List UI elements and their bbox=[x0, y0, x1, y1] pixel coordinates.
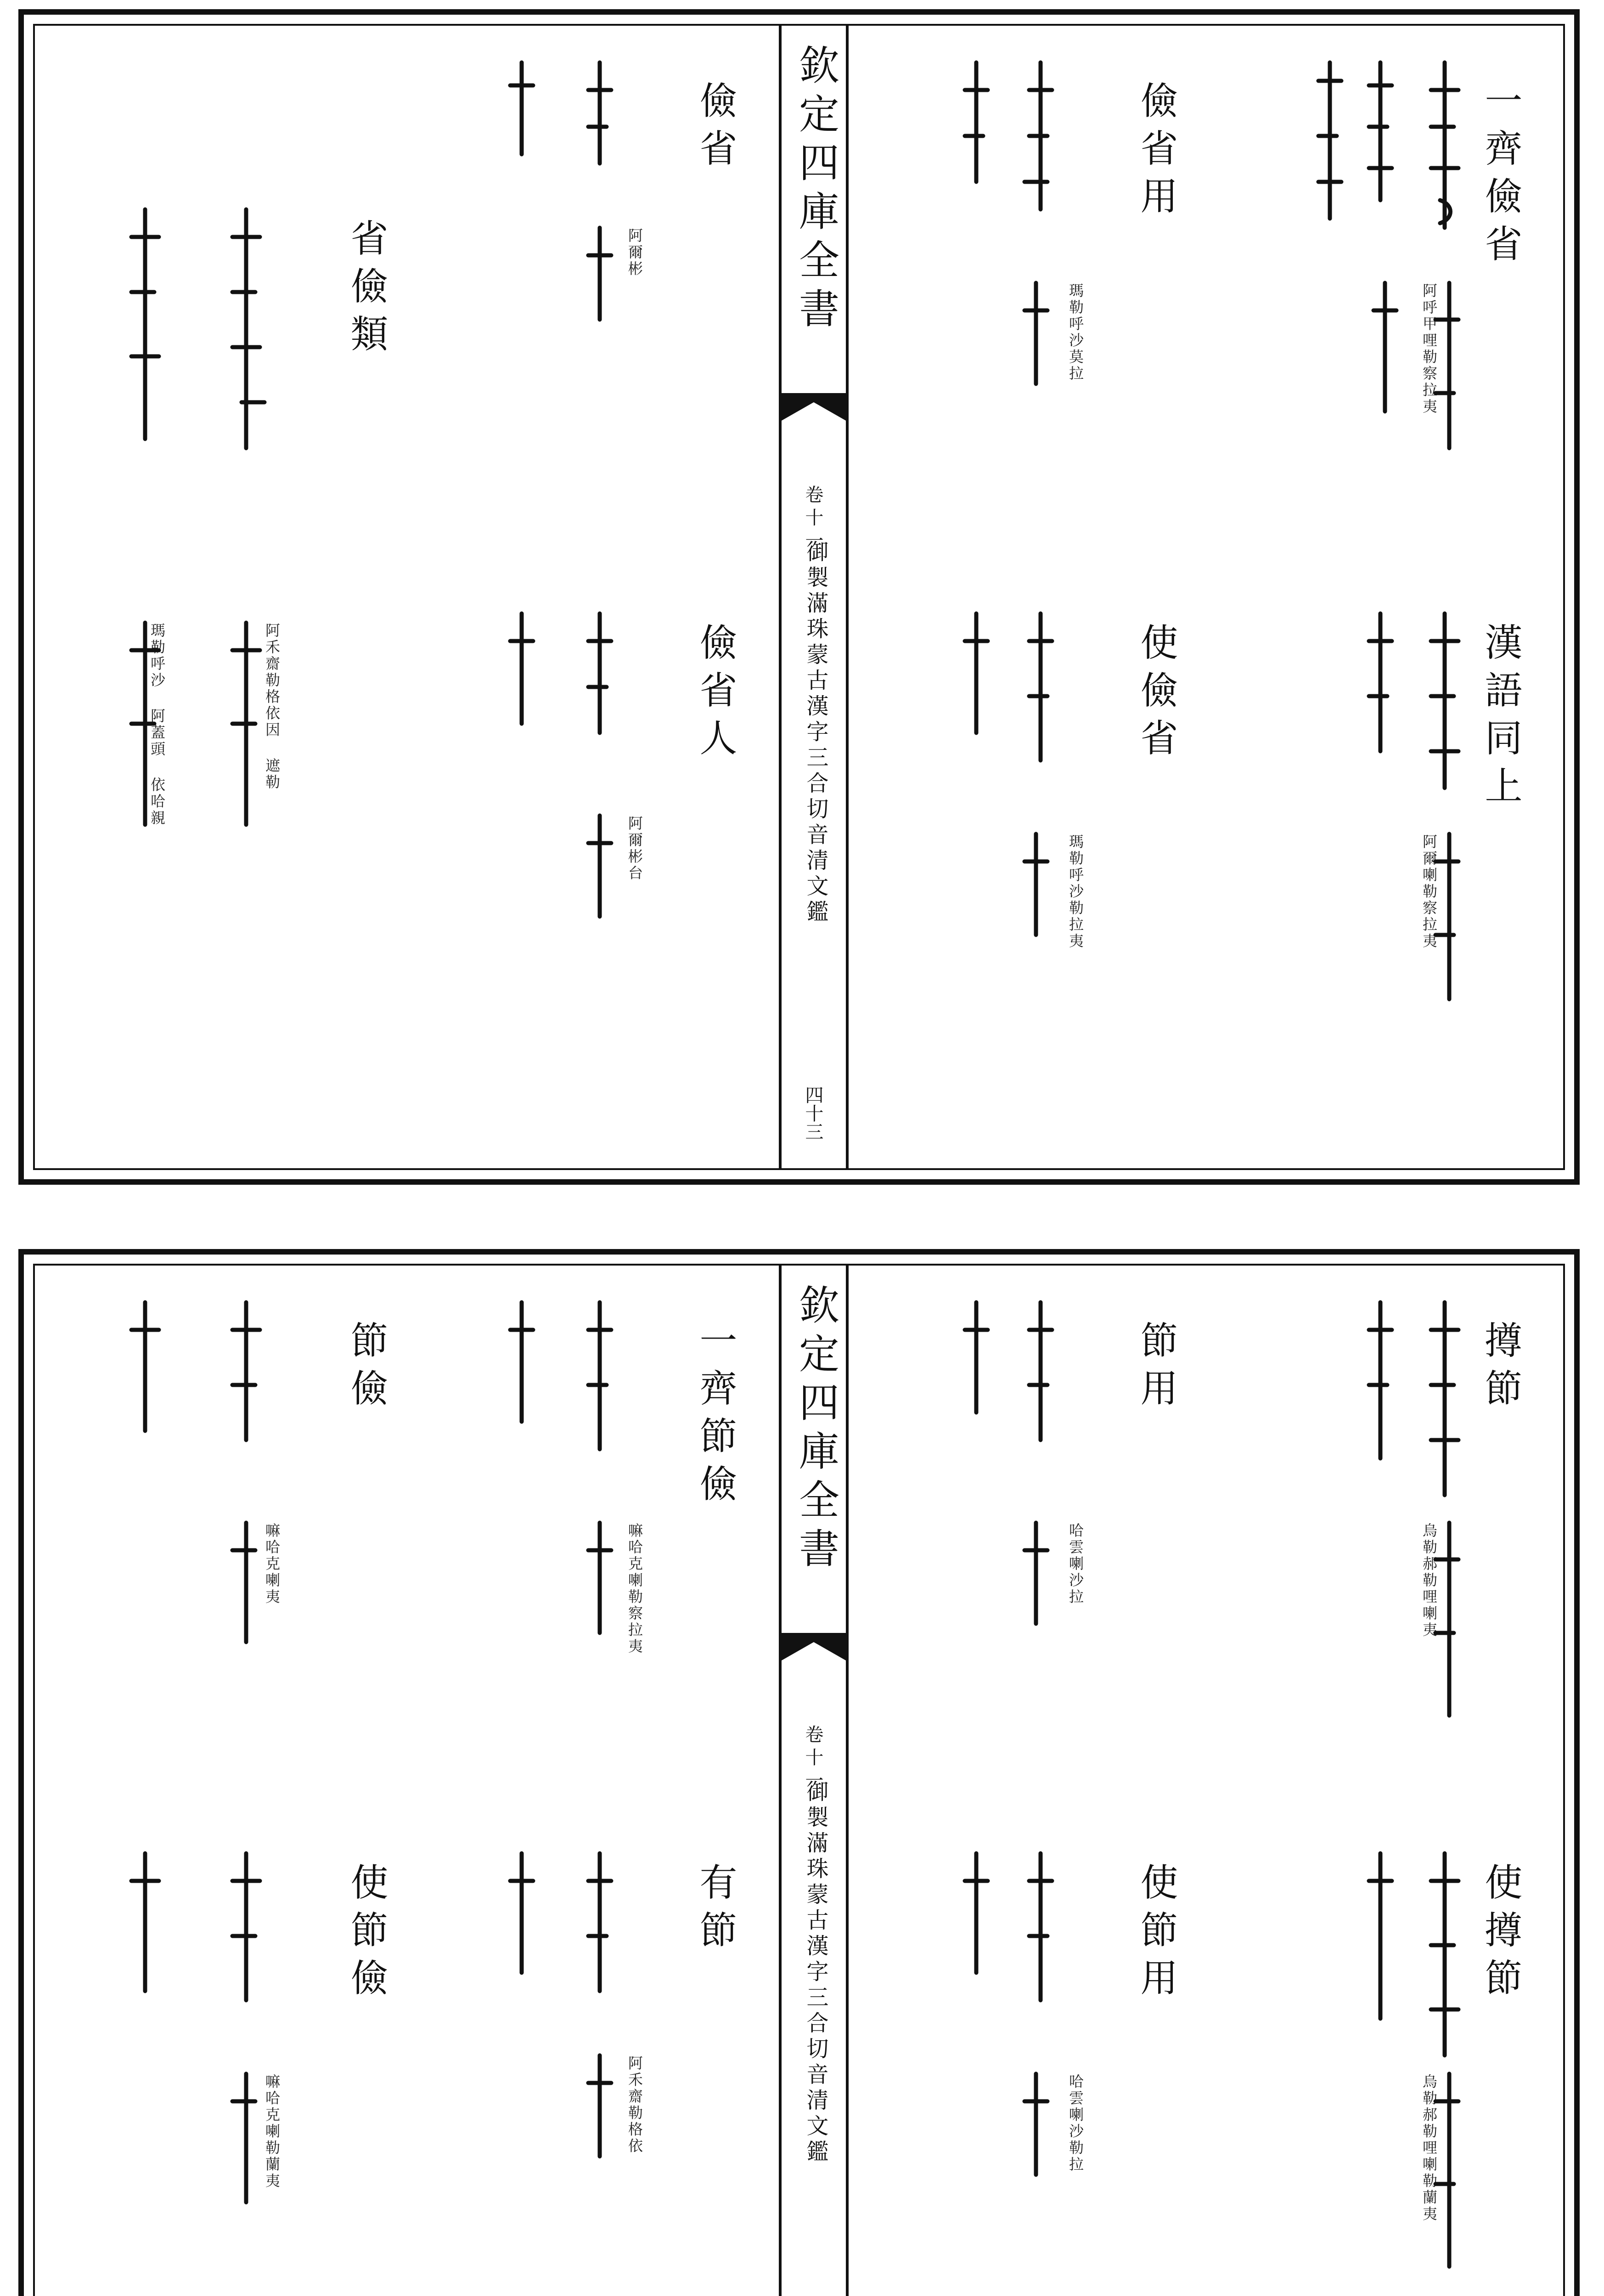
manchu-glyph-strokes bbox=[131, 62, 1458, 999]
bottom-page bbox=[18, 1249, 1580, 2296]
top-center-title: 欽定四庫全書 bbox=[793, 44, 840, 336]
entry-reading: 嘛哈克喇勒蘭夷 bbox=[263, 2074, 281, 2189]
top-center-page-number: 四十三 bbox=[802, 1086, 823, 1141]
entry-heading: 儉省人 bbox=[693, 623, 737, 766]
entry-reading: 哈雲喇沙勒拉 bbox=[1067, 2074, 1084, 2173]
entry-heading: 使儉省 bbox=[1134, 623, 1178, 766]
entry-reading: 阿禾齋勒格依因 遮勒 bbox=[263, 623, 281, 791]
top-page bbox=[18, 9, 1580, 1185]
bottom-page-frame bbox=[33, 1264, 1565, 2296]
top-center-subtitle: 御製滿珠蒙古漢字三合切音清文鑑 bbox=[803, 540, 828, 926]
entry-heading: 一齊儉省 bbox=[1479, 81, 1522, 272]
entry-reading: 嘛哈克喇夷 bbox=[263, 1523, 281, 1605]
top-center-volume: 卷十一 bbox=[802, 485, 823, 554]
entry-heading: 儉省用 bbox=[1134, 81, 1178, 224]
entry-heading: 撙節 bbox=[1479, 1321, 1522, 1416]
entry-reading: 嘛哈克喇勒察拉夷 bbox=[626, 1523, 643, 1655]
entry-reading: 阿爾彬 bbox=[626, 228, 643, 277]
entry-reading: 瑪勒呼沙莫拉 bbox=[1067, 283, 1084, 382]
entry-reading: 阿呼甲哩勒察拉夷 bbox=[1420, 283, 1438, 415]
entry-heading: 儉省 bbox=[693, 81, 737, 176]
entry-heading: 使節儉 bbox=[344, 1863, 388, 2006]
entry-reading: 烏勒郝勒哩喇勒蘭夷 bbox=[1420, 2074, 1438, 2223]
manchu-script-columns bbox=[35, 26, 1582, 1174]
bottom-center-title: 欽定四庫全書 bbox=[793, 1284, 840, 1576]
top-page-frame bbox=[33, 24, 1565, 1170]
entry-heading: 使撙節 bbox=[1479, 1863, 1522, 2006]
bottom-center-subtitle: 御製滿珠蒙古漢字三合切音清文鑑 bbox=[803, 1780, 828, 2166]
entry-reading: 瑪勒呼沙勒拉夷 bbox=[1067, 834, 1084, 950]
entry-reading: 阿爾彬台 bbox=[626, 816, 643, 882]
entry-heading: 節用 bbox=[1134, 1321, 1178, 1416]
manchu-glyph-strokes bbox=[131, 1302, 1458, 2267]
entry-heading: 使節用 bbox=[1134, 1863, 1178, 2006]
entry-reading: 阿禾齋勒格依 bbox=[626, 2055, 643, 2155]
bottom-center-volume: 卷十一 bbox=[802, 1725, 823, 1794]
entry-heading: 一齊節儉 bbox=[693, 1321, 737, 1512]
entry-reading: 烏勒郝勒哩喇夷 bbox=[1420, 1523, 1438, 1638]
entry-heading: 有節 bbox=[693, 1863, 737, 1958]
entry-reading: 哈雲喇沙拉 bbox=[1067, 1523, 1084, 1605]
entry-heading: 漢語同上 bbox=[1479, 623, 1522, 814]
entry-reading: 阿爾喇勒察拉夷 bbox=[1420, 834, 1438, 950]
manchu-script-columns bbox=[35, 1266, 1582, 2296]
entry-reading: 瑪勒呼沙 阿蓋頭 依哈親 bbox=[148, 623, 166, 827]
entry-heading: 省儉類 bbox=[344, 219, 388, 362]
entry-heading: 節儉 bbox=[344, 1321, 388, 1416]
